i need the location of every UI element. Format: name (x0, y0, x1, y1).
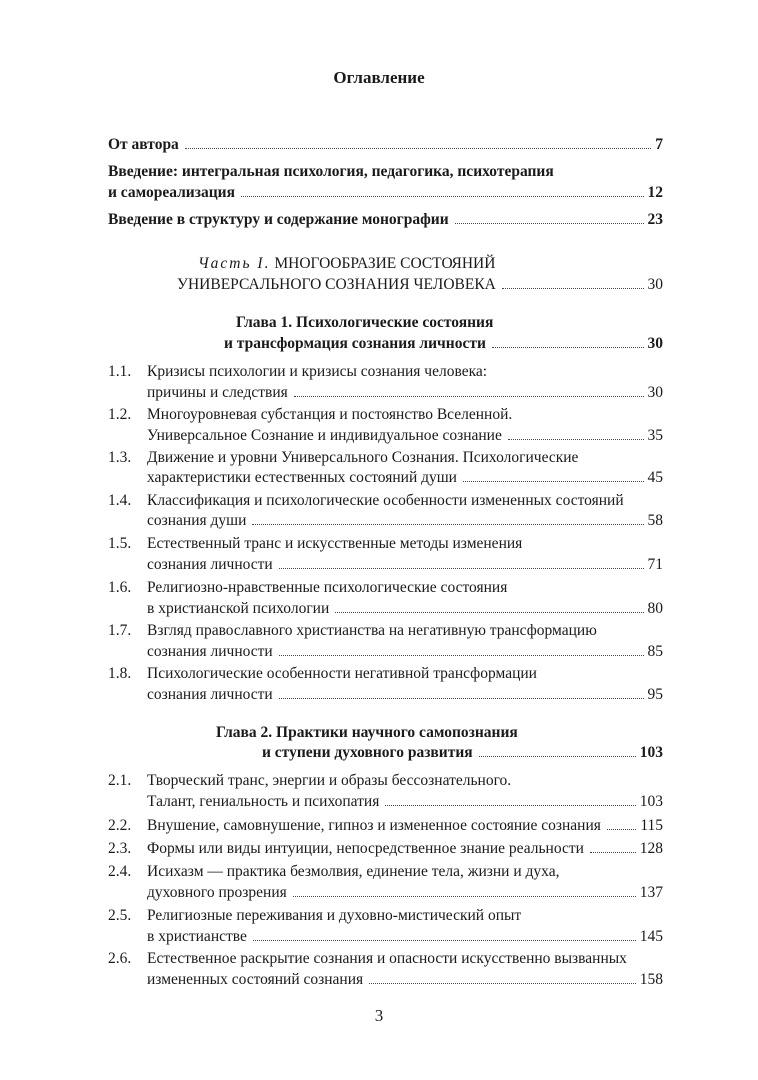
page-ref: 45 (647, 469, 663, 486)
entry-title: Религиозно-нравственные психологические состояния (147, 579, 508, 596)
entry-title: МНОГООБРАЗИЕ СОСТОЯНИЙ (274, 255, 496, 272)
entry-line (147, 621, 663, 641)
section-number: 1.3. (108, 449, 132, 466)
section-number: 2.4. (108, 863, 132, 880)
entry-title: Формы или виды интуиции, непосредственное знание реальности (147, 840, 584, 857)
page-ref: 158 (639, 971, 663, 988)
dot-leader (492, 346, 644, 348)
dot-leader (479, 755, 636, 757)
entry-title: и ступени духовного развития (262, 744, 473, 761)
entry-title: Кризисы психологии и кризисы сознания человека: (147, 363, 488, 380)
page-ref: 71 (647, 556, 663, 573)
page-ref: 30 (647, 276, 663, 293)
entry-title: сознания души (147, 512, 247, 529)
entry-line (147, 468, 663, 488)
page-title: Оглавление (333, 68, 425, 87)
entry-title: Талант, гениальность и психопатия (147, 793, 380, 810)
entry-title: От автора (108, 136, 179, 153)
entry-line (147, 816, 663, 836)
entry-title: Введение: интегральная психология, педагогика, психотерапия (108, 163, 554, 180)
entry-title: сознания личности (147, 556, 273, 573)
page-ref: 95 (647, 686, 663, 703)
dot-leader (279, 697, 644, 699)
entry-title: Классификация и психологические особенности измененных состояний (147, 492, 624, 509)
entry-title: Внушение, самовнушение, гипноз и измененное состояние сознания (147, 817, 601, 834)
entry-line (262, 743, 663, 763)
dot-leader (294, 395, 644, 397)
entry-line (147, 448, 663, 468)
entry-title: в христианской психологии (147, 600, 330, 617)
section-number: 1.8. (108, 665, 132, 682)
page-ref: 7 (655, 136, 663, 153)
dot-leader (455, 222, 644, 224)
dot-leader (607, 828, 636, 830)
entry-line (147, 664, 663, 684)
section-number: 1.5. (108, 535, 132, 552)
entry-line (216, 723, 663, 743)
entry-line (147, 555, 663, 575)
dot-leader (508, 438, 644, 440)
entry-line (147, 599, 663, 619)
entry-title: Взгляд православного христианства на негативную трансформацию (147, 622, 597, 639)
entry-line (108, 210, 663, 230)
dot-leader (463, 480, 644, 482)
entry-line (147, 792, 663, 812)
entry-title: Творческий транс, энергии и образы бессознательного. (147, 772, 512, 789)
entry-line (147, 362, 663, 382)
page-ref: 115 (640, 817, 663, 834)
dot-leader (253, 939, 636, 941)
dot-leader (279, 567, 644, 569)
page-ref: 128 (639, 840, 663, 857)
page-ref: 35 (647, 427, 663, 444)
page-ref: 103 (639, 744, 663, 761)
entry-title: Универсальное Сознание и индивидуальное сознание (147, 427, 502, 444)
section-number: 1.7. (108, 622, 132, 639)
entry-title: духовного прозрения (147, 884, 287, 901)
entry-line (108, 135, 663, 155)
entry-title: Глава 2. Практики научного самопознания (216, 724, 518, 741)
section-number: 1.1. (108, 363, 132, 380)
entry-title: Естественный транс и искусственные методы изменения (147, 535, 523, 552)
entry-line (147, 949, 663, 969)
dot-leader (369, 982, 636, 984)
entry-line (147, 511, 663, 531)
entry-title: сознания личности (147, 686, 273, 703)
entry-title: в христианстве (147, 928, 247, 945)
entry-title: Психологические особенности негативной трансформации (147, 665, 537, 682)
entry-line (224, 334, 663, 354)
entry-title: и самореализация (108, 184, 235, 201)
page-ref: 80 (647, 600, 663, 617)
entry-line (198, 254, 663, 274)
dot-leader (252, 523, 643, 525)
page-ref: 58 (647, 512, 663, 529)
entry-title: Естественное раскрытие сознания и опасности искусственно вызванных (147, 950, 627, 967)
entry-line (147, 970, 663, 990)
entry-title: характеристики естественных состояний души (147, 469, 457, 486)
dot-leader (590, 851, 636, 853)
part-label: Часть I. (198, 255, 271, 272)
entry-line (147, 862, 663, 882)
entry-line (147, 383, 663, 403)
entry-line (147, 906, 663, 926)
page-ref: 12 (647, 184, 663, 201)
page-ref: 30 (647, 384, 663, 401)
page-number: 3 (374, 1006, 384, 1025)
dot-leader (293, 895, 636, 897)
page-ref: 30 (647, 335, 663, 352)
entry-title: и трансформация сознания личности (224, 335, 486, 352)
dot-leader (502, 287, 644, 289)
entry-line (108, 183, 663, 203)
section-number: 1.6. (108, 579, 132, 596)
entry-line (177, 275, 663, 295)
entry-line (147, 405, 663, 425)
page-ref: 85 (647, 643, 663, 660)
entry-line (108, 162, 663, 182)
entry-title: Многоуровневая субстанция и постоянство Вселенной. (147, 406, 513, 423)
section-number: 1.2. (108, 406, 132, 423)
page-ref: 137 (639, 884, 663, 901)
section-number: 2.2. (108, 817, 132, 834)
section-number: 2.6. (108, 950, 132, 967)
section-number: 2.3. (108, 840, 132, 857)
entry-title: причины и следствия (147, 384, 288, 401)
entry-title: Введение в структуру и содержание монографии (108, 211, 449, 228)
entry-title: сознания личности (147, 643, 273, 660)
section-number: 2.1. (108, 772, 132, 789)
dot-leader (185, 147, 651, 149)
dot-leader (241, 195, 644, 197)
entry-title: Исихазм — практика безмолвия, единение тела, жизни и духа, (147, 863, 560, 880)
entry-line (147, 426, 663, 446)
entry-title: УНИВЕРСАЛЬНОГО СОЗНАНИЯ ЧЕЛОВЕКА (177, 276, 496, 293)
entry-line (147, 927, 663, 947)
page-ref: 103 (639, 793, 663, 810)
page-ref: 145 (639, 928, 663, 945)
entry-line (147, 642, 663, 662)
entry-title: Религиозные переживания и духовно-мистический опыт (147, 907, 522, 924)
entry-line (147, 839, 663, 859)
entry-line (147, 685, 663, 705)
entry-line (147, 491, 663, 511)
entry-title: измененных состояний сознания (147, 971, 364, 988)
dot-leader (335, 611, 643, 613)
entry-title: Глава 1. Психологические состояния (236, 314, 494, 331)
entry-line (147, 578, 663, 598)
entry-line (147, 883, 663, 903)
entry-line (147, 534, 663, 554)
dot-leader (279, 654, 644, 656)
dot-leader (385, 804, 635, 806)
section-number: 2.5. (108, 907, 132, 924)
section-number: 1.4. (108, 492, 132, 509)
entry-line (236, 313, 663, 333)
entry-line (147, 771, 663, 791)
entry-title: Движение и уровни Универсального Сознания. Психологические (147, 449, 579, 466)
page-ref: 23 (647, 211, 663, 228)
